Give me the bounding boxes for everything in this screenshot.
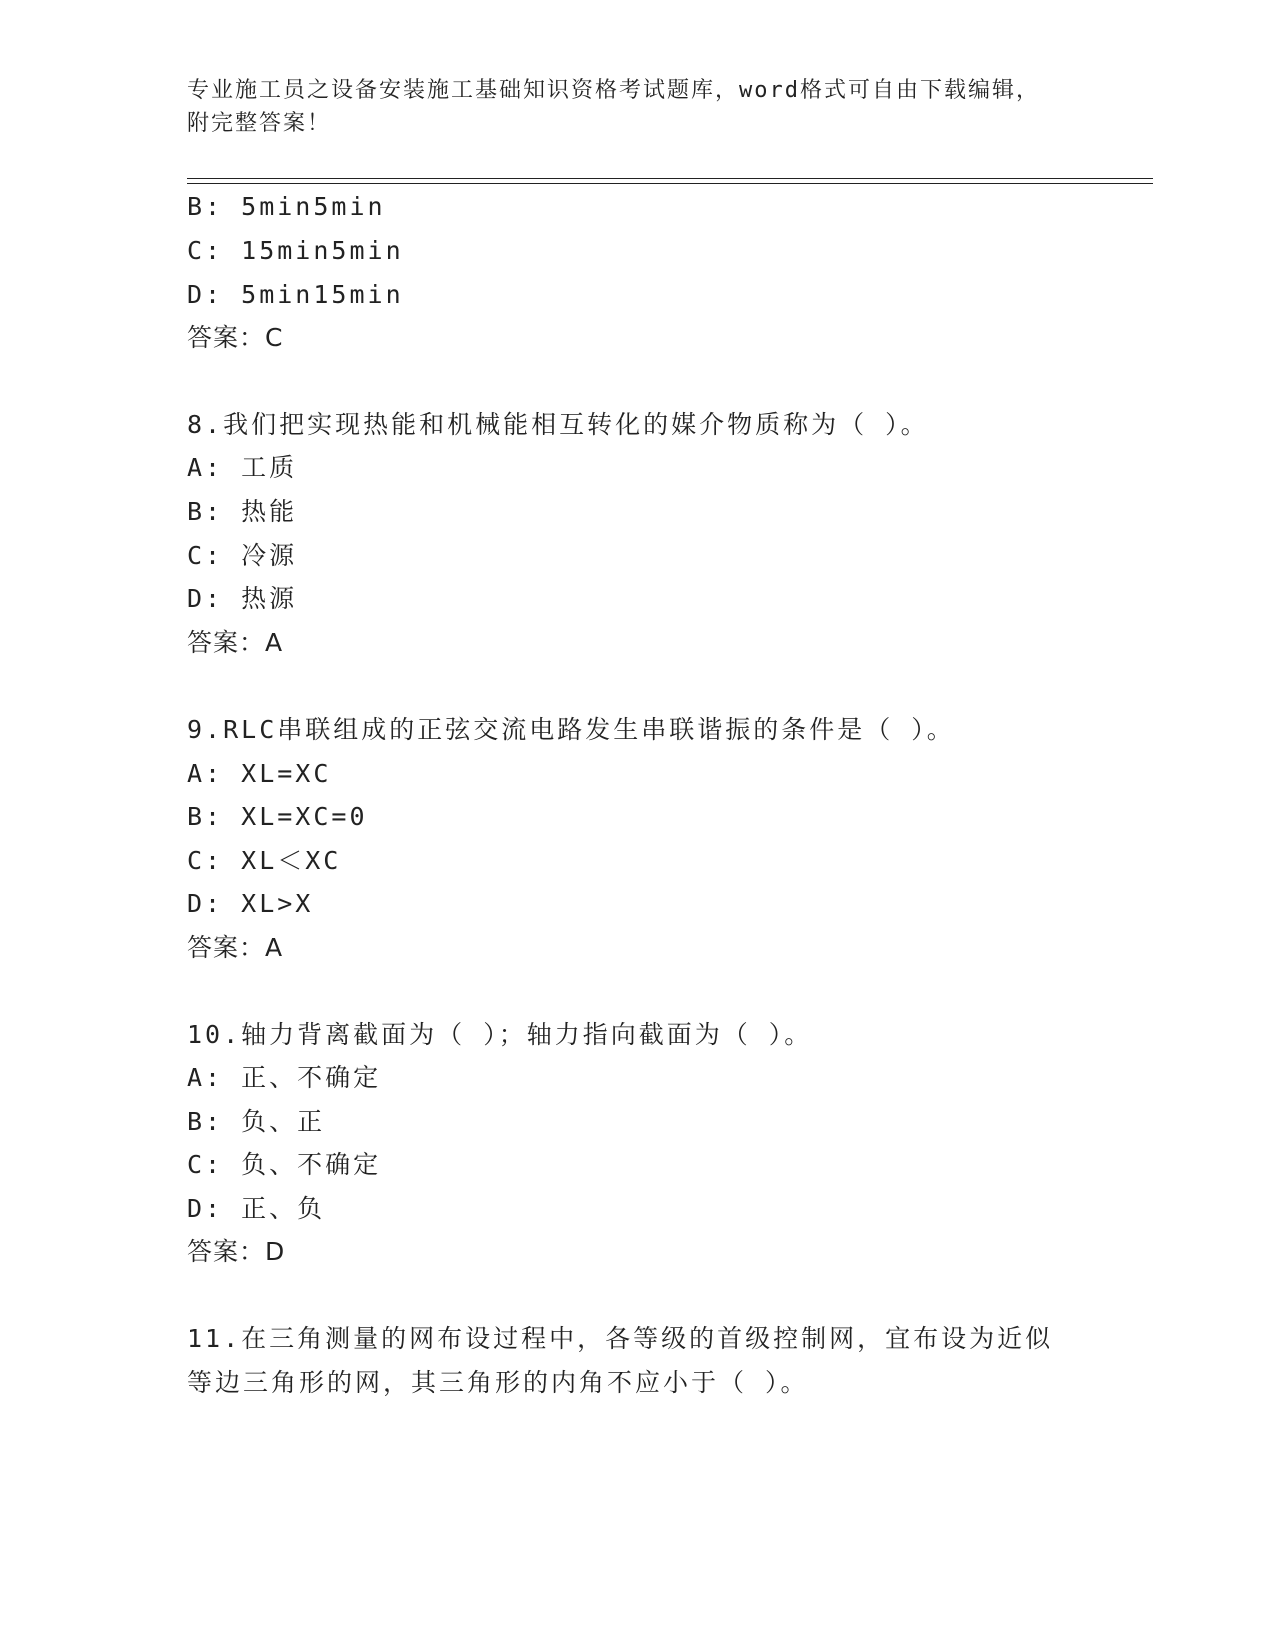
q9-option-a: A: XL=XC xyxy=(187,759,332,788)
q10-question: 10.轴力背离截面为（ ）；轴力指向截面为（ ）。 xyxy=(187,1020,813,1049)
q7-option-b: B: 5min5min xyxy=(187,192,386,221)
q10-option-b: B: 负、正 xyxy=(187,1107,326,1136)
q7-option-c: C: 15min5min xyxy=(187,236,404,265)
q9-option-b: B: XL=XC=0 xyxy=(187,802,368,831)
q8-answer: 答案：A xyxy=(187,628,284,657)
q9-option-d: D: XL>X xyxy=(187,889,314,918)
header-divider-top xyxy=(187,178,1153,179)
q8-option-b: B: 热能 xyxy=(187,497,298,526)
q10-option-a: A: 正、不确定 xyxy=(187,1063,382,1092)
q9-answer: 答案：A xyxy=(187,933,284,962)
header-line-2: 附完整答案！ xyxy=(187,111,332,136)
header-divider-bottom xyxy=(187,183,1153,184)
q7-option-d: D: 5min15min xyxy=(187,280,404,309)
document-header xyxy=(187,74,1067,140)
q9-option-c: C: XL＜XC xyxy=(187,846,342,875)
q7-answer: 答案：C xyxy=(187,323,284,352)
q8-option-c: C: 冷源 xyxy=(187,541,298,570)
q9-question: 9.RLC串联组成的正弦交流电路发生串联谐振的条件是（ ）。 xyxy=(187,715,955,744)
q10-option-c: C: 负、不确定 xyxy=(187,1150,382,1179)
q10-option-d: D: 正、负 xyxy=(187,1194,326,1223)
q8-question: 8.我们把实现热能和机械能相互转化的媒介物质称为（ ）。 xyxy=(187,410,929,439)
q10-answer: 答案：D xyxy=(187,1237,286,1266)
q8-option-a: A: 工质 xyxy=(187,453,298,482)
q8-option-d: D: 热源 xyxy=(187,584,298,613)
q11-question-line-2: 等边三角形的网，其三角形的内角不应小于（ ）。 xyxy=(187,1368,809,1397)
q11-question-line-1: 11.在三角测量的网布设过程中，各等级的首级控制网，宜布设为近似 xyxy=(187,1324,1054,1353)
header-line-1: 专业施工员之设备安装施工基础知识资格考试题库，word格式可自由下载编辑， xyxy=(187,78,1040,103)
